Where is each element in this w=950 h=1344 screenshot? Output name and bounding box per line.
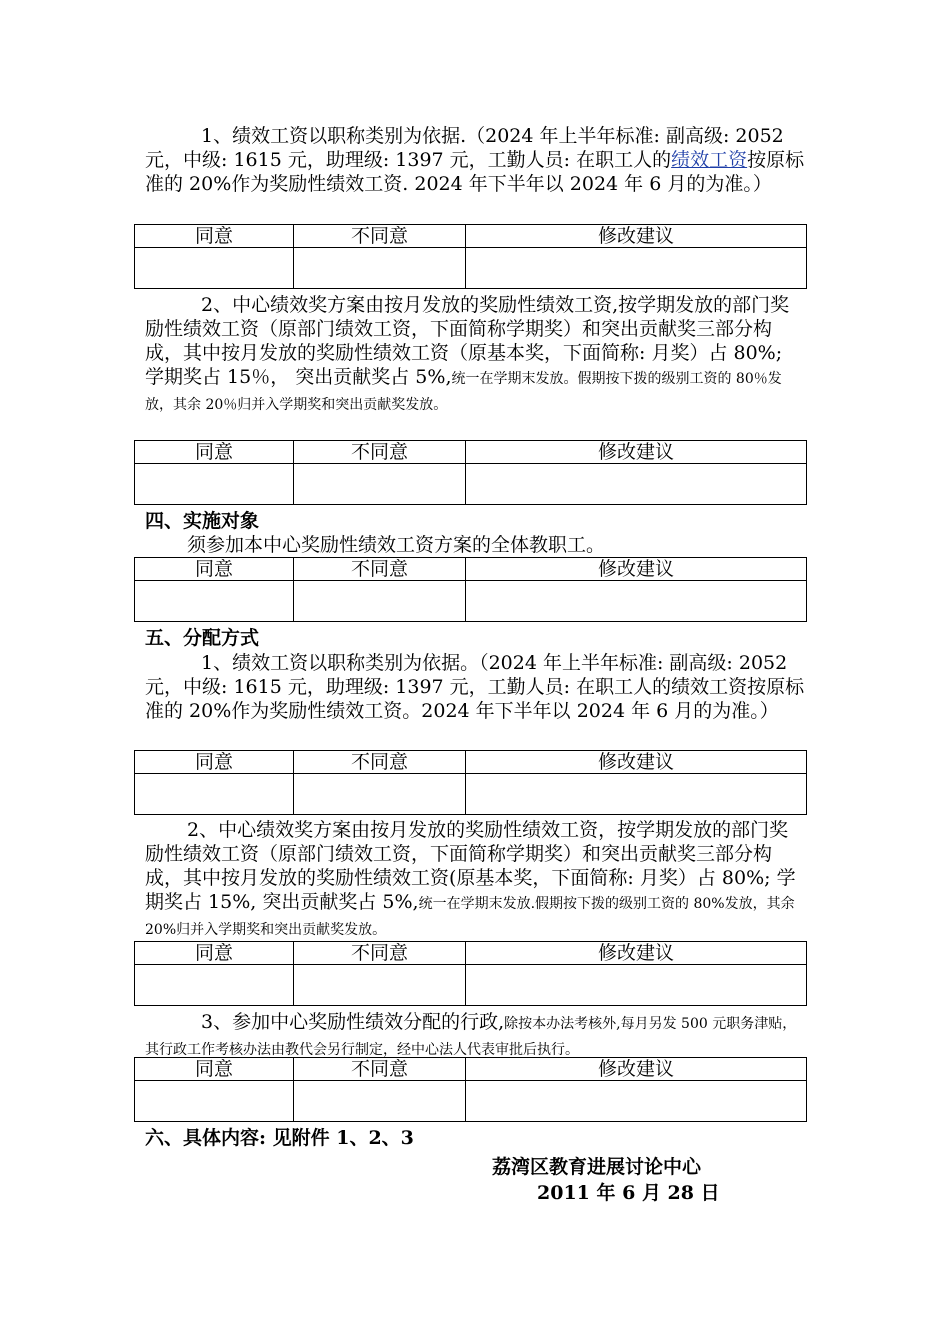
cell-suggest[interactable]: [466, 248, 807, 289]
header-suggest: 修改建议: [466, 751, 807, 774]
paragraph-text: 3、参加中心奖励性绩效分配的行政,: [201, 1011, 505, 1033]
vote-table-1: [134, 224, 807, 289]
header-suggest: 修改建议: [466, 558, 807, 581]
cell-disagree[interactable]: [294, 1081, 466, 1122]
cell-suggest[interactable]: [466, 965, 807, 1006]
vote-table-5: [134, 941, 807, 1006]
header-suggest: 修改建议: [466, 942, 807, 965]
vote-table-4: [134, 750, 807, 815]
header-suggest: 修改建议: [466, 225, 807, 248]
paragraph-2: [145, 293, 807, 417]
cell-agree[interactable]: [135, 965, 294, 1006]
vote-table-3: [134, 557, 807, 622]
cell-disagree[interactable]: [294, 248, 466, 289]
paragraph-text: 按原标准的 20%作为奖励性绩效工资. 2024 年下半年以 2024 年 6 月的为准。）: [145, 149, 805, 195]
link-performance-pay[interactable]: 绩效工资: [671, 149, 748, 171]
cell-agree[interactable]: [135, 581, 294, 622]
cell-disagree[interactable]: [294, 581, 466, 622]
cell-disagree[interactable]: [294, 774, 466, 815]
cell-agree[interactable]: [135, 248, 294, 289]
paragraph-5-1: [145, 651, 807, 723]
cell-disagree[interactable]: [294, 464, 466, 505]
header-agree: 同意: [135, 751, 294, 774]
vote-table-2: [134, 440, 807, 505]
paragraph-small-text: 统一在学期末发放.假期按下拨的级别工资的 80%发放，其余 20%归并入学期奖和突出贡献奖发放。: [145, 896, 795, 938]
paragraph-text: 1、绩效工资以职称类别为依据。（2024 年上半年标准: 副高级: 2052 元，中级: 1615 元，助理级: 1397 元，工勤人员: 在职工人的绩效工资按原标准的 20%作为奖励性绩效工资。2024 年下半年以 2024 年 6 月的为准。）: [145, 652, 805, 722]
cell-suggest[interactable]: [466, 774, 807, 815]
paragraph-text: 2、中心绩效奖方案由按月发放的奖励性绩效工资，按学期发放的部门奖励性绩效工资（原部门绩效工资，下面简称学期奖）和突出贡献奖三部分构成，其中按月发放的奖励性绩效工资(原基本奖，下面简称: 月奖）占 80%; 学期奖占 15%, 突出贡献奖占 5%,: [145, 819, 796, 913]
cell-suggest[interactable]: [466, 581, 807, 622]
header-disagree: 不同意: [294, 225, 466, 248]
cell-agree[interactable]: [135, 1081, 294, 1122]
section-6-heading: 六、具体内容: 见附件 1、2、3: [145, 1127, 414, 1149]
paragraph-small-text: 除按本办法考核外,每月另发 500 元职务津贴，其行政工作考核办法由教代会另行制定，经中心法人代表审批后执行。: [145, 1016, 797, 1058]
section-4-heading: 四、实施对象: [145, 510, 260, 532]
cell-agree[interactable]: [135, 774, 294, 815]
header-disagree: 不同意: [294, 441, 466, 464]
header-disagree: 不同意: [294, 751, 466, 774]
cell-suggest[interactable]: [466, 464, 807, 505]
header-suggest: 修改建议: [466, 1058, 807, 1081]
signature-date: 2011 年 6 月 28 日: [537, 1182, 720, 1204]
header-disagree: 不同意: [294, 942, 466, 965]
header-agree: 同意: [135, 558, 294, 581]
vote-table-6: [134, 1057, 807, 1122]
header-agree: 同意: [135, 1058, 294, 1081]
header-disagree: 不同意: [294, 1058, 466, 1081]
cell-suggest[interactable]: [466, 1081, 807, 1122]
header-agree: 同意: [135, 225, 294, 248]
paragraph-text: 2、中心绩效奖方案由按月发放的奖励性绩效工资,按学期发放的部门奖励性绩效工资（原部门绩效工资，下面简称学期奖）和突出贡献奖三部分构成，其中按月发放的奖励性绩效工资（原基本奖，下面简称: 月奖）占 80%; 学期奖占 15％， 突出贡献奖占 5%,: [145, 294, 790, 388]
header-agree: 同意: [135, 942, 294, 965]
cell-disagree[interactable]: [294, 965, 466, 1006]
paragraph-5-3: [145, 1010, 807, 1062]
cell-agree[interactable]: [135, 464, 294, 505]
section-5-heading: 五、分配方式: [145, 627, 260, 649]
paragraph-small-text: 统一在学期末发放。假期按下拨的级别工资的 80％发放，其余 20％归并入学期奖和突出贡献奖发放。: [145, 371, 782, 413]
signature-org: 荔湾区教育进展讨论中心: [492, 1156, 702, 1178]
header-suggest: 修改建议: [466, 441, 807, 464]
header-agree: 同意: [135, 441, 294, 464]
paragraph-5-2: [145, 818, 807, 942]
section-4-body: [145, 533, 807, 557]
paragraph-text: 1、绩效工资以职称类别为依据.（2024 年上半年标准: 副高级: 2052 元，中级: 1615 元，助理级: 1397 元，工勤人员: 在职工人的: [145, 125, 784, 171]
header-disagree: 不同意: [294, 558, 466, 581]
paragraph-text: 须参加本中心奖励性绩效工资方案的全体教职工。: [187, 534, 606, 556]
paragraph-1: [145, 124, 807, 196]
